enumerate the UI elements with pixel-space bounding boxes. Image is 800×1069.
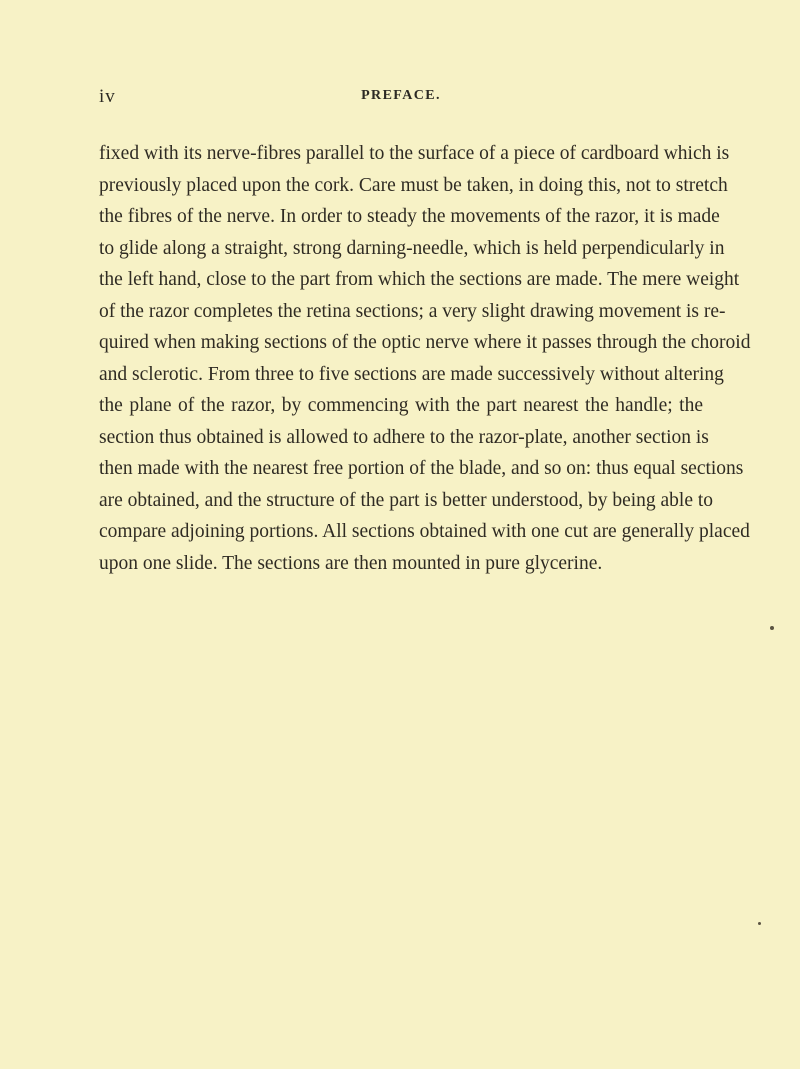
text-line: upon one slide. The sections are then mounted in pure glycerine.	[99, 552, 603, 574]
text-line: then made with the nearest free portion of the blade, and so on: thus equal sections	[99, 458, 744, 479]
running-head	[99, 86, 703, 114]
body-paragraph	[99, 138, 751, 579]
page-number: iv	[99, 86, 116, 107]
text-line: quired when making sections of the optic nerve where it passes through the choroid	[99, 332, 751, 353]
running-title: PREFACE.	[361, 88, 441, 103]
paper-speck	[758, 922, 761, 925]
text-line: the left hand, close to the part from which the sections are made. The mere weight	[99, 269, 740, 290]
text-line: the plane of the razor, by commencing with the part nearest the handle; the	[99, 395, 703, 416]
text-line: compare adjoining portions. All sections obtained with one cut are generally placed	[99, 521, 750, 542]
paper-speck	[770, 626, 774, 630]
text-line: to glide along a straight, strong darning-needle, which is held perpendicularly in	[99, 237, 725, 259]
text-line: the fibres of the nerve. In order to steady the movements of the razor, it is made	[99, 206, 720, 227]
text-line: of the razor completes the retina sections; a very slight drawing movement is re-	[99, 300, 726, 322]
text-line: fixed with its nerve-fibres parallel to the surface of a piece of cardboard which is	[99, 143, 730, 164]
text-line: and sclerotic. From three to five sections are made successively without altering	[99, 363, 724, 385]
text-line: previously placed upon the cork. Care must be taken, in doing this, not to stretch	[99, 174, 728, 196]
text-line: section thus obtained is allowed to adhere to the razor-plate, another section is	[99, 426, 709, 448]
text-line: are obtained, and the structure of the part is better understood, by being able to	[99, 489, 714, 511]
